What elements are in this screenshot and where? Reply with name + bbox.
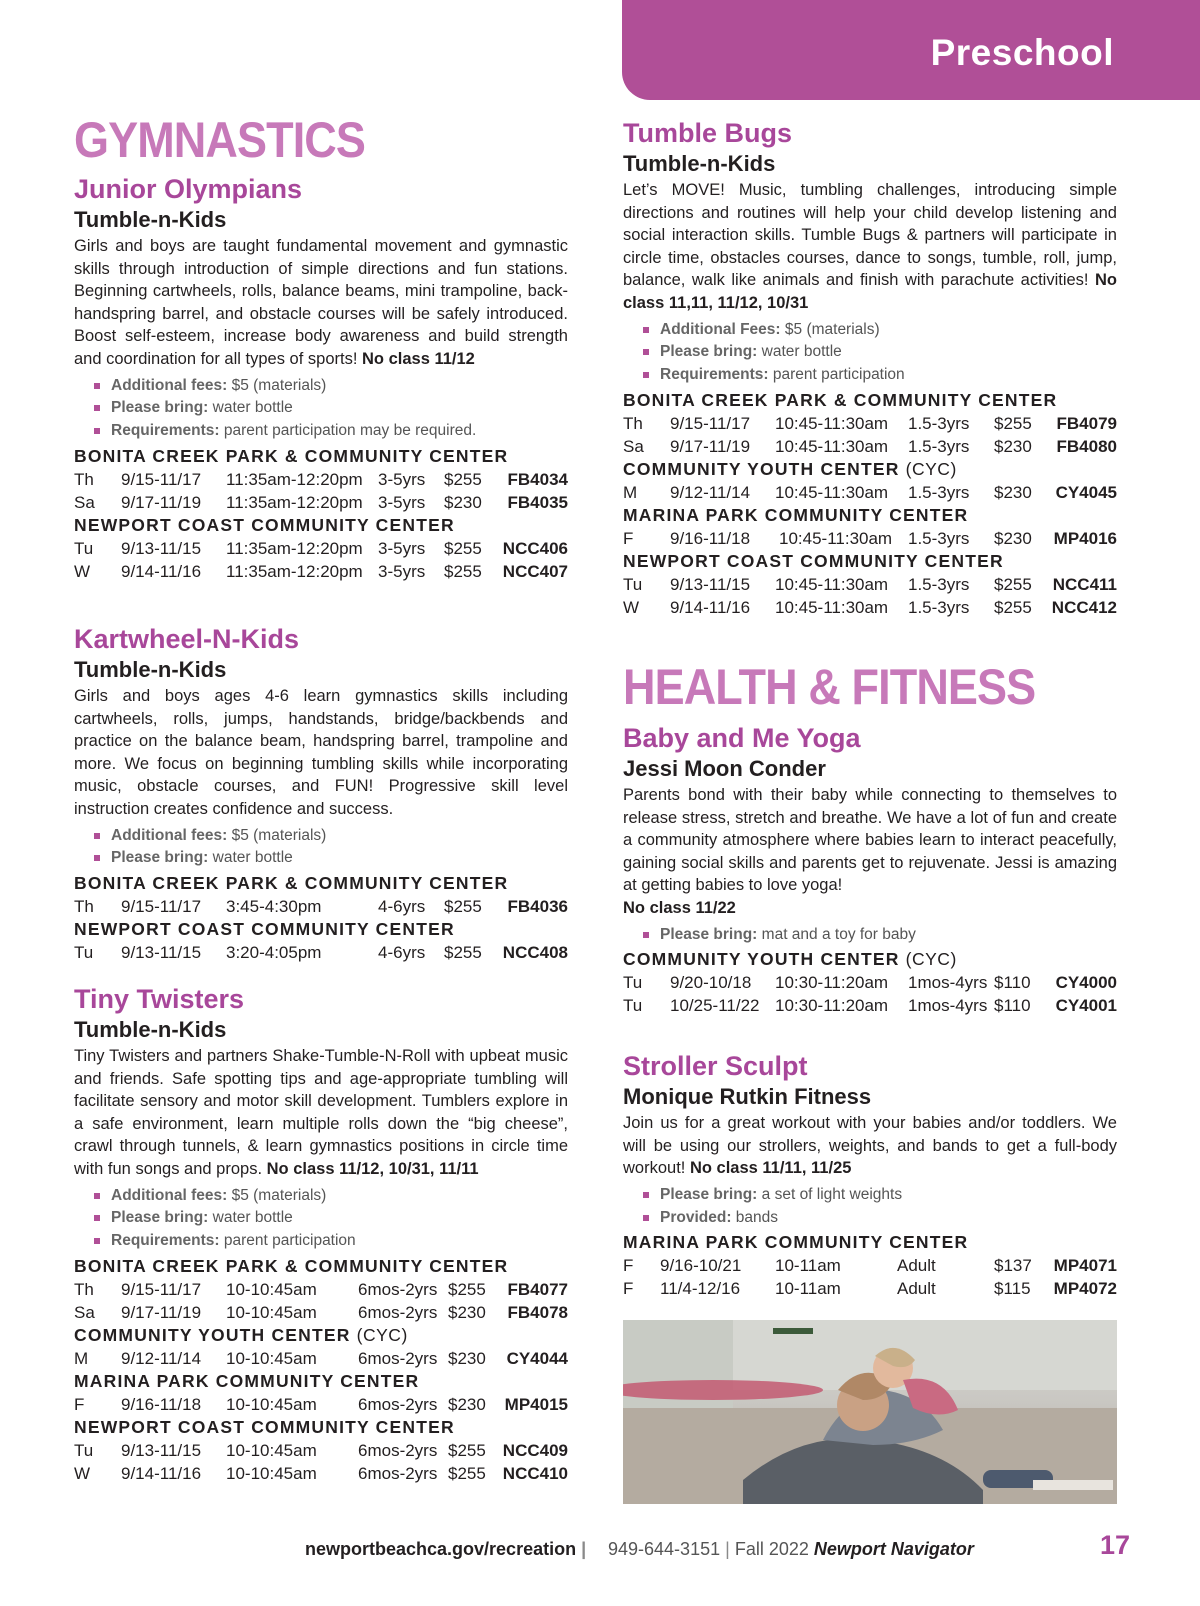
no-class-note: No class 11,11, 11/12, 10/31 bbox=[623, 271, 1117, 312]
program-tiny-twisters bbox=[74, 983, 568, 1485]
schedule-row: Th 9/15-11/17 10:45-11:30am 1.5-3yrs $255 FB4079 bbox=[623, 413, 1117, 433]
program-provider: Monique Rutkin Fitness bbox=[623, 1084, 872, 1109]
detail-item: Please bring: water bottle bbox=[94, 847, 568, 870]
schedule-row: W 9/14-11/16 10:45-11:30am 1.5-3yrs $255 NCC412 bbox=[623, 597, 1117, 617]
program-kartwheel-n-kids bbox=[74, 623, 568, 964]
program-details bbox=[643, 1184, 1117, 1230]
footer-info: 949-644-3151 | Fall 2022 Newport Navigator bbox=[608, 1539, 974, 1559]
venue-name: BONITA CREEK PARK & COMMUNITY CENTER bbox=[623, 389, 1058, 410]
schedule-row: Tu 9/13-11/15 11:35am-12:20pm 3-5yrs $255 NCC406 bbox=[74, 538, 568, 558]
program-provider: Tumble-n-Kids bbox=[74, 207, 227, 232]
schedule-row: W 9/14-11/16 10-10:45am 6mos-2yrs $255 NCC410 bbox=[74, 1463, 568, 1483]
program-stroller-sculpt bbox=[623, 1050, 1117, 1300]
venue-name: NEWPORT COAST COMMUNITY CENTER bbox=[623, 550, 1004, 571]
program-description: Tiny Twisters and partners Shake-Tumble-N-Roll with upbeat music and friends. Safe spotting tips and age-appropriate tumbling will facilitate sensory and motor skill development. Tumblers explore in a safe environment, learn multiple rolls down the “big cheese”, crawl through tunnels, & learn gymnastics positions in circle time with fun songs and props. No class 11/12, 10/31, 11/11 bbox=[74, 1047, 568, 1178]
detail-item: Additional fees: $5 (materials) bbox=[94, 825, 568, 848]
program-junior-olympians bbox=[74, 173, 568, 583]
detail-item: Please bring: water bottle bbox=[643, 341, 1117, 364]
venue-name: BONITA CREEK PARK & COMMUNITY CENTER bbox=[74, 1255, 509, 1276]
no-class-note: No class 11/22 bbox=[623, 898, 736, 917]
venue-name: BONITA CREEK PARK & COMMUNITY CENTER bbox=[74, 873, 509, 894]
page-footer bbox=[0, 1530, 1200, 1564]
venue-name: NEWPORT COAST COMMUNITY CENTER bbox=[74, 919, 455, 940]
venue-name: MARINA PARK COMMUNITY CENTER bbox=[623, 1232, 969, 1253]
program-tumble-bugs bbox=[623, 117, 1117, 619]
program-title: Baby and Me Yoga bbox=[623, 723, 861, 753]
no-class-note: No class 11/11, 11/25 bbox=[689, 1159, 852, 1178]
yoga-photo-illustration bbox=[623, 1320, 1117, 1504]
schedule-row: Tu 9/13-11/15 10:45-11:30am 1.5-3yrs $255 NCC411 bbox=[623, 574, 1117, 594]
detail-item: Please bring: water bottle bbox=[94, 397, 568, 420]
detail-item: Additional Fees: $5 (materials) bbox=[643, 319, 1117, 342]
footer-season: Fall 2022 bbox=[734, 1539, 809, 1559]
schedule-row: F 9/16-10/21 10-11am Adult $137 MP4071 bbox=[623, 1256, 1117, 1276]
program-details bbox=[643, 319, 1117, 387]
venue-name: MARINA PARK COMMUNITY CENTER bbox=[623, 504, 969, 525]
program-provider: Tumble-n-Kids bbox=[74, 1017, 227, 1042]
program-description: Parents bond with their baby while connecting to themselves to release stress, stretch and breathe. We have a lot of fun and create a community atmosphere where babies learn to interact peacefully, gaining social skills and parents get to rejuvenate. Jessi is amazing at getting babies to love yoga! No class 11/22 bbox=[623, 786, 1117, 917]
schedule-row: Tu 10/25-11/22 10:30-11:20am 1mos-4yrs $110 CY4001 bbox=[623, 996, 1117, 1016]
schedule-row: W 9/14-11/16 11:35am-12:20pm 3-5yrs $255 NCC407 bbox=[74, 561, 568, 581]
venue-name: BONITA CREEK PARK & COMMUNITY CENTER bbox=[74, 445, 509, 466]
schedule-row: M 9/12-11/14 10:45-11:30am 1.5-3yrs $230 CY4045 bbox=[623, 482, 1117, 502]
venue-name: MARINA PARK COMMUNITY CENTER bbox=[74, 1370, 420, 1391]
schedule-row: Tu 9/20-10/18 10:30-11:20am 1mos-4yrs $110 CY4000 bbox=[623, 973, 1117, 993]
program-title: Kartwheel-N-Kids bbox=[74, 624, 300, 654]
detail-item: Additional fees: $5 (materials) bbox=[94, 1185, 568, 1208]
detail-item: Requirements: parent participation may be required. bbox=[94, 420, 568, 443]
program-baby-and-me-yoga bbox=[623, 722, 1117, 1017]
detail-item: Please bring: a set of light weights bbox=[643, 1184, 1117, 1207]
section-tab bbox=[622, 0, 1200, 100]
program-description: Girls and boys are taught fundamental movement and gymnastic skills through introduction of simple directions and fun stations. Beginning cartwheels, rolls, balance beams, mini trampoline, back-handspring barrel, and obstacle courses will be safely introduced. Boost self-esteem, increase body awareness and build strength and coordination for all types of sports! No class 11/12 bbox=[74, 237, 568, 368]
health-fitness-heading: HEALTH & FITNESS bbox=[623, 659, 1036, 715]
program-details bbox=[94, 1185, 568, 1253]
footer-publication: Newport Navigator bbox=[813, 1539, 974, 1559]
gymnastics-heading: GYMNASTICS bbox=[74, 112, 366, 168]
schedule-row: Sa 9/17-11/19 10-10:45am 6mos-2yrs $230 FB4078 bbox=[74, 1302, 568, 1322]
program-description: Girls and boys ages 4-6 learn gymnastics skills including cartwheels, rolls, jumps, handstands, bridge/backbends and practice on the balance beam, handspring barrel, trampoline and more. We focus on beginning tumbling skills while incorporating music, obstacle courses, and FUN! Progressive skill level instruction creates confidence and success. bbox=[74, 687, 568, 818]
schedule-row: Th 9/15-11/17 10-10:45am 6mos-2yrs $255 FB4077 bbox=[74, 1279, 568, 1299]
venue-name: COMMUNITY YOUTH CENTER (CYC) bbox=[74, 1324, 408, 1345]
venue-name: NEWPORT COAST COMMUNITY CENTER bbox=[74, 514, 455, 535]
schedule-row: F 9/16-11/18 10-10:45am 6mos-2yrs $230 MP4015 bbox=[74, 1394, 568, 1414]
yoga-photo bbox=[623, 1320, 1117, 1504]
detail-item: Additional fees: $5 (materials) bbox=[94, 375, 568, 398]
program-description: Let’s MOVE! Music, tumbling challenges, introducing simple directions and routines will help your child develop listening and social interaction skills. Tumble Bugs & partners will participate in circle time, obstacles courses, dance to songs, tumble, roll, jump, balance, walk like animals and finish with parachute activities! No class 11,11, 11/12, 10/31 bbox=[623, 181, 1117, 312]
program-provider: Tumble-n-Kids bbox=[74, 657, 227, 682]
program-title: Junior Olympians bbox=[74, 174, 303, 204]
schedule-row: Th 9/15-11/17 3:45-4:30pm 4-6yrs $255 FB4036 bbox=[74, 897, 568, 917]
section-title: Preschool bbox=[930, 32, 1114, 73]
program-provider: Tumble-n-Kids bbox=[623, 151, 776, 176]
program-details bbox=[94, 825, 568, 871]
footer-url[interactable]: newportbeachca.gov/recreation | bbox=[305, 1539, 587, 1559]
venue-name: NEWPORT COAST COMMUNITY CENTER bbox=[74, 1416, 455, 1437]
detail-item: Please bring: water bottle bbox=[94, 1207, 568, 1230]
schedule-row: Tu 9/13-11/15 3:20-4:05pm 4-6yrs $255 NCC408 bbox=[74, 943, 568, 963]
program-details bbox=[643, 924, 1117, 947]
venue-name: COMMUNITY YOUTH CENTER (CYC) bbox=[623, 458, 957, 479]
program-provider: Jessi Moon Conder bbox=[623, 756, 826, 781]
schedule-row: F 11/4-12/16 10-11am Adult $115 MP4072 bbox=[623, 1279, 1117, 1299]
program-title: Tiny Twisters bbox=[74, 984, 245, 1014]
detail-item: Please bring: mat and a toy for baby bbox=[643, 924, 1117, 947]
schedule-row: Sa 9/17-11/19 10:45-11:30am 1.5-3yrs $230 FB4080 bbox=[623, 436, 1117, 456]
schedule-row: Sa 9/17-11/19 11:35am-12:20pm 3-5yrs $230 FB4035 bbox=[74, 492, 568, 512]
venue-name: COMMUNITY YOUTH CENTER (CYC) bbox=[623, 949, 957, 970]
schedule-row: F 9/16-11/18 10:45-11:30am 1.5-3yrs $230 MP4016 bbox=[623, 528, 1117, 548]
detail-item: Requirements: parent participation bbox=[94, 1230, 568, 1253]
schedule-row: Tu 9/13-11/15 10-10:45am 6mos-2yrs $255 NCC409 bbox=[74, 1440, 568, 1460]
detail-item: Provided: bands bbox=[643, 1207, 1117, 1230]
detail-item: Requirements: parent participation bbox=[643, 364, 1117, 387]
program-details bbox=[94, 375, 568, 443]
program-description: Join us for a great workout with your babies and/or toddlers. We will be using our strollers, weights, and bands to get a full-body workout! No class 11/11, 11/25 bbox=[623, 1114, 1117, 1178]
schedule-row: M 9/12-11/14 10-10:45am 6mos-2yrs $230 CY4044 bbox=[74, 1348, 568, 1368]
footer-phone: 949-644-3151 bbox=[608, 1539, 721, 1559]
program-title: Stroller Sculpt bbox=[623, 1051, 808, 1081]
schedule-row: Th 9/15-11/17 11:35am-12:20pm 3-5yrs $255 FB4034 bbox=[74, 469, 568, 489]
no-class-note: No class 11/12, 10/31, 11/11 bbox=[266, 1159, 479, 1178]
page-number: 17 bbox=[1100, 1530, 1131, 1560]
program-title: Tumble Bugs bbox=[623, 118, 793, 148]
no-class-note: No class 11/12 bbox=[362, 349, 475, 368]
